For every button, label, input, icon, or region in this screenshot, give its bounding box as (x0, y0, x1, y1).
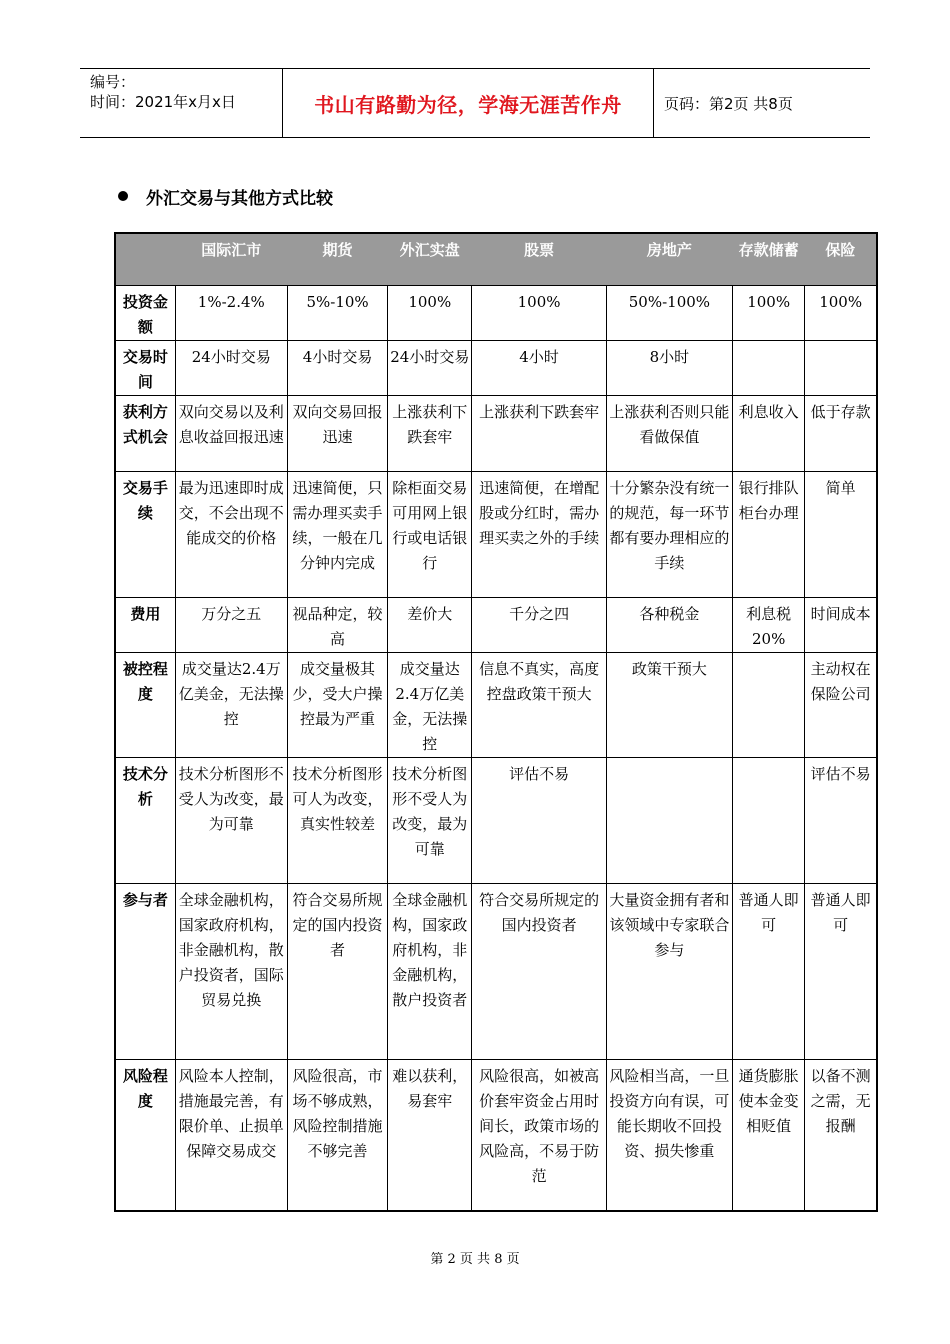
header-cell: 期货 (287, 233, 387, 285)
table-cell: 双向交易回报迅速 (287, 395, 387, 471)
table-cell: 利息收入 (733, 395, 805, 471)
table-cell: 视品种定，较高 (287, 597, 387, 652)
row-label: 参与者 (115, 883, 175, 1059)
table-cell: 普通人即可 (733, 883, 805, 1059)
table-cell: 100% (472, 285, 606, 340)
table-row (115, 652, 877, 757)
table-cell: 24小时交易 (175, 340, 287, 395)
row-label: 技术分析 (115, 757, 175, 883)
table-row (115, 883, 877, 1059)
row-label: 被控程度 (115, 652, 175, 757)
table-cell: 除柜面交易可用网上银行或电话银行 (388, 471, 472, 597)
table-cell: 技术分析图形可人为改变，真实性较差 (287, 757, 387, 883)
table-cell: 政策干预大 (606, 652, 732, 757)
table-row (115, 340, 877, 395)
page-header (80, 68, 870, 138)
table-cell: 24小时交易 (388, 340, 472, 395)
table-row (115, 1059, 877, 1211)
header-page-label: 页码：第2页 共8页 (664, 94, 793, 113)
table-cell: 技术分析图形不受人为改变，最为可靠 (388, 757, 472, 883)
row-label: 交易手续 (115, 471, 175, 597)
table-cell: 简单 (805, 471, 877, 597)
table-cell: 4小时交易 (287, 340, 387, 395)
table-cell: 上涨获利下跌套牢 (388, 395, 472, 471)
table-cell: 评估不易 (805, 757, 877, 883)
date-label: 时间：2021年x月x日 (90, 93, 236, 111)
table-cell: 利息税20% (733, 597, 805, 652)
table-cell: 银行排队柜台办理 (733, 471, 805, 597)
table-cell: 通货膨胀使本金变相贬值 (733, 1059, 805, 1211)
table-cell: 各种税金 (606, 597, 732, 652)
header-cell: 保险 (805, 233, 877, 285)
table-row (115, 757, 877, 883)
table-cell: 100% (805, 285, 877, 340)
row-label: 风险程度 (115, 1059, 175, 1211)
header-cell: 国际汇市 (175, 233, 287, 285)
table-cell: 评估不易 (472, 757, 606, 883)
table-cell: 双向交易以及利息收益回报迅速 (175, 395, 287, 471)
table-cell: 技术分析图形不受人为改变，最为可靠 (175, 757, 287, 883)
row-label: 交易时间 (115, 340, 175, 395)
table-cell (733, 757, 805, 883)
table-cell (733, 652, 805, 757)
table-cell: 上涨获利否则只能看做保值 (606, 395, 732, 471)
serial-label: 编号： (90, 73, 136, 91)
table-cell: 千分之四 (472, 597, 606, 652)
table-cell: 风险很高，市场不够成熟，风险控制措施不够完善 (287, 1059, 387, 1211)
table-cell: 迅速简便，在增配股或分红时，需办理买卖之外的手续 (472, 471, 606, 597)
section-heading (118, 184, 333, 208)
table-row (115, 395, 877, 471)
table-cell: 普通人即可 (805, 883, 877, 1059)
row-label: 费用 (115, 597, 175, 652)
table-cell: 主动权在保险公司 (805, 652, 877, 757)
section-title: 外汇交易与其他方式比较 (146, 188, 333, 209)
header-cell: 存款储蓄 (733, 233, 805, 285)
table-cell (805, 340, 877, 395)
table-cell: 全球金融机构，国家政府机构，非金融机构，散户投资者 (388, 883, 472, 1059)
row-label: 投资金额 (115, 285, 175, 340)
table-row (115, 471, 877, 597)
table-cell: 风险相当高，一旦投资方向有误，可能长期收不回投资、损失惨重 (606, 1059, 732, 1211)
header-meta (80, 69, 283, 137)
bullet-icon (118, 191, 128, 201)
comparison-table (114, 232, 878, 1212)
page-footer: 第 2 页 共 8 页 (430, 1252, 520, 1267)
table-cell: 信息不真实，高度控盘政策干预大 (472, 652, 606, 757)
table-cell: 风险本人控制，措施最完善，有限价单、止损单保障交易成交 (175, 1059, 287, 1211)
table-cell: 风险很高，如被高价套牢资金占用时间长，政策市场的风险高，不易于防范 (472, 1059, 606, 1211)
table-cell: 以备不测之需，无报酬 (805, 1059, 877, 1211)
table-cell: 成交量达2.4万亿美金，无法操控 (388, 652, 472, 757)
table-cell: 迅速简便，只需办理买卖手续，一般在几分钟内完成 (287, 471, 387, 597)
table-cell: 难以获利，易套牢 (388, 1059, 472, 1211)
table-cell: 100% (388, 285, 472, 340)
table-cell (606, 757, 732, 883)
header-cell: 股票 (472, 233, 606, 285)
row-label: 获利方式机会 (115, 395, 175, 471)
table-cell: 低于存款 (805, 395, 877, 471)
header-motto: 书山有路勤为径，学海无涯苦作舟 (283, 69, 654, 137)
table-header-row (115, 233, 877, 285)
table-cell: 十分繁杂没有统一的规范，每一环节都有要办理相应的手续 (606, 471, 732, 597)
table-cell: 100% (733, 285, 805, 340)
table-cell: 全球金融机构，国家政府机构，非金融机构，散户投资者，国际贸易兑换 (175, 883, 287, 1059)
table-row (115, 597, 877, 652)
table-cell: 8小时 (606, 340, 732, 395)
header-cell-corner (115, 233, 175, 285)
table-cell: 万分之五 (175, 597, 287, 652)
table-cell (733, 340, 805, 395)
table-cell: 最为迅速即时成交，不会出现不能成交的价格 (175, 471, 287, 597)
table-cell: 大量资金拥有者和该领域中专家联合参与 (606, 883, 732, 1059)
table-cell: 1%-2.4% (175, 285, 287, 340)
header-cell: 房地产 (606, 233, 732, 285)
table-cell: 符合交易所规定的国内投资者 (287, 883, 387, 1059)
table-cell: 符合交易所规定的国内投资者 (472, 883, 606, 1059)
table-row (115, 285, 877, 340)
table-cell: 成交量达2.4万亿美金，无法操控 (175, 652, 287, 757)
table-cell: 4小时 (472, 340, 606, 395)
table-cell: 50%-100% (606, 285, 732, 340)
table-cell: 5%-10% (287, 285, 387, 340)
table-cell: 成交量极其少，受大户操控最为严重 (287, 652, 387, 757)
table-cell: 时间成本 (805, 597, 877, 652)
table-cell: 差价大 (388, 597, 472, 652)
header-cell: 外汇实盘 (388, 233, 472, 285)
table-cell: 上涨获利下跌套牢 (472, 395, 606, 471)
